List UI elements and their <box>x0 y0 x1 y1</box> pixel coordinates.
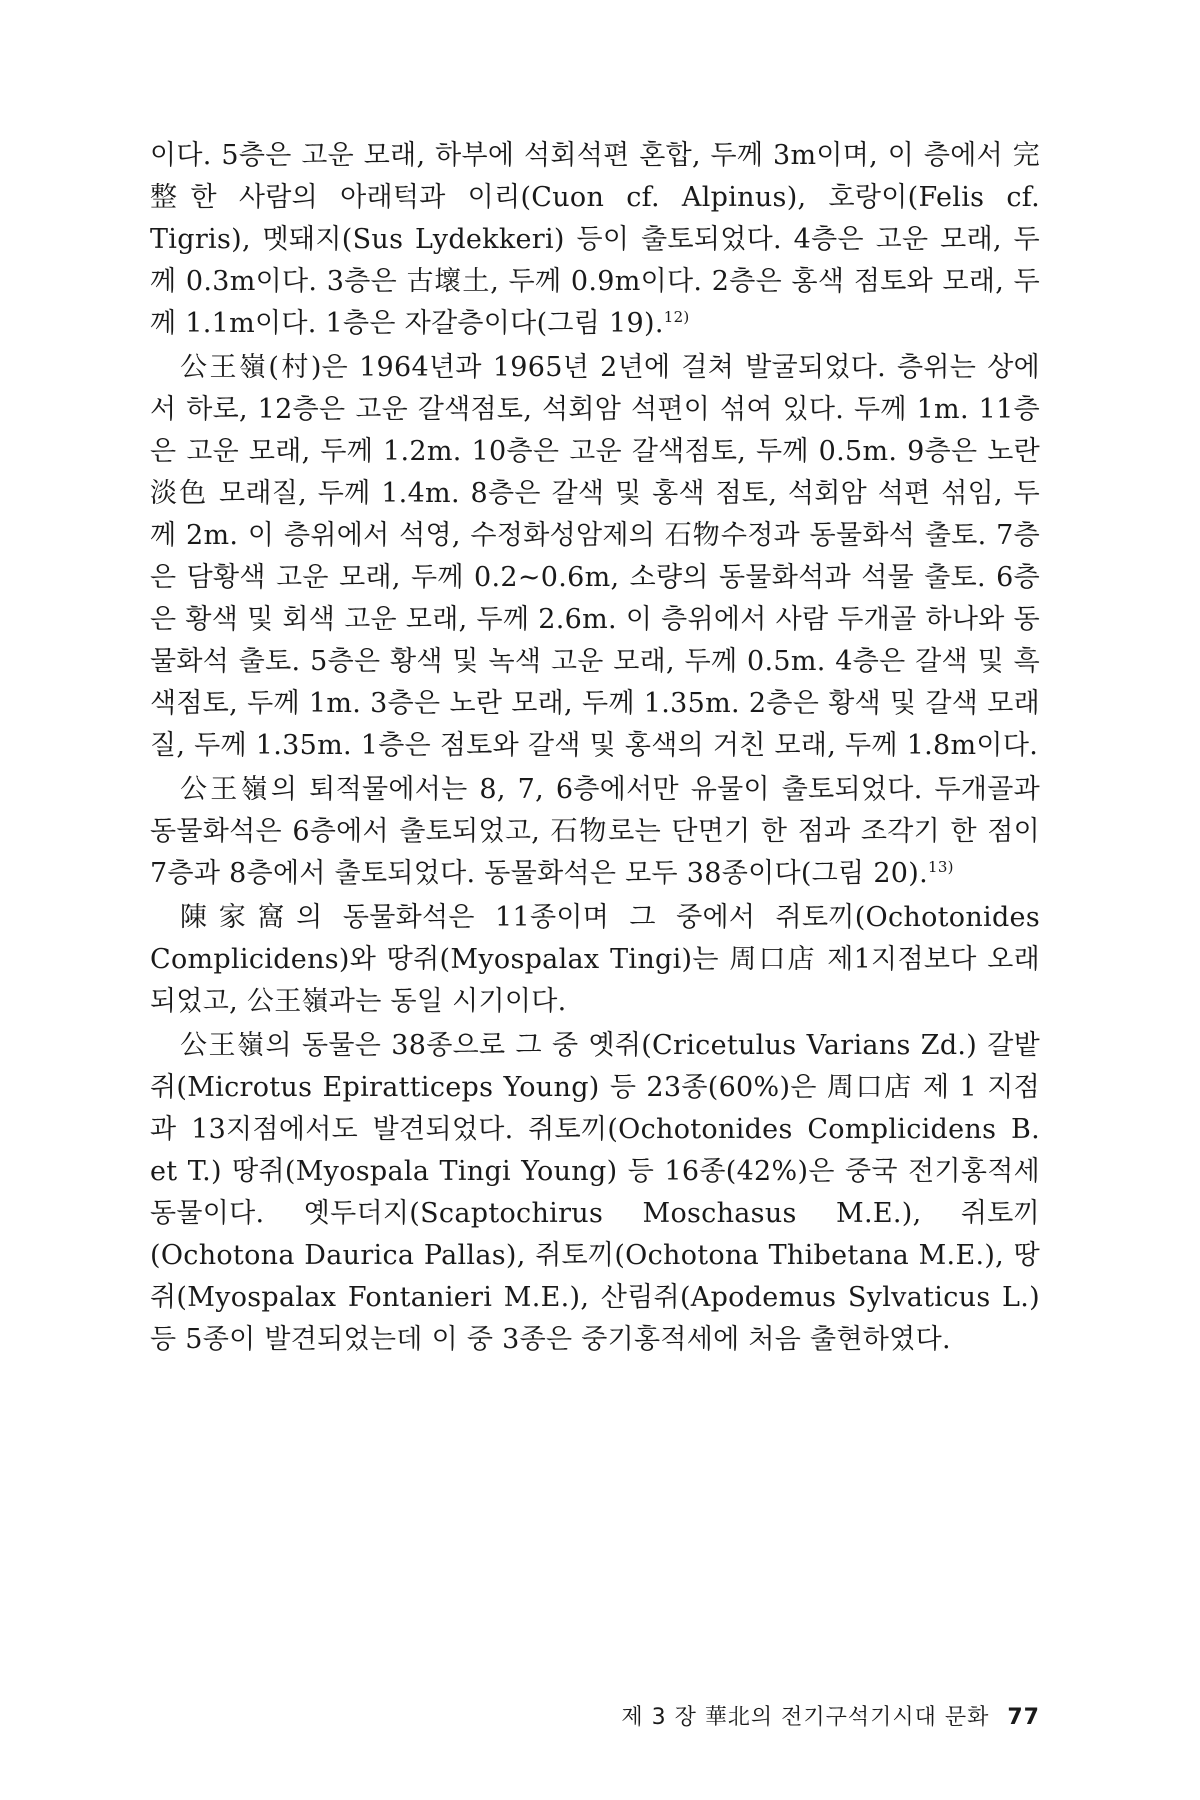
paragraph-text: 公王嶺(村)은 1964년과 1965년 2년에 걸쳐 발굴되었다. 층위는 상에서 하로, 12층은 고운 갈색점토, 석회암 석편이 섞여 있다. 두께 1m. 11층은 고운 모래, 두께 1.2m. 10층은 고운 갈색점토, 두께 0.5m. 9층은 노란 淡色 모래질, 두께 1.4m. 8층은 갈색 및 홍색 점토, 석회암 석편 섞임, 두께 2m. 이 층위에서 석영, 수정화성암제의 石物수정과 동물화석 출토. 7층은 담황색 고운 모래, 두께 0.2~0.6m, 소량의 동물화석과 석물 출토. 6층은 황색 및 회색 고운 모래, 두께 2.6m. 이 층위에서 사람 두개골 하나와 동물화석 출토. 5층은 황색 및 녹색 고운 모래, 두께 0.5m. 4층은 갈색 및 흑색점토, 두께 1m. 3층은 노란 모래, 두께 1.35m. 2층은 황색 및 갈색 모래질, 두께 1.35m. 1층은 점토와 갈색 및 홍색의 거친 모래, 두께 1.8m이다. <box>150 352 1040 761</box>
footnote-ref: 13) <box>928 858 954 876</box>
paragraph-text: 公王嶺의 동물은 38종으로 그 중 옛쥐(Cricetulus Varians Zd.) 갈밭쥐(Microtus Epiratticeps Young) 등 23종(60%)은 周口店 제 1 지점과 13지점에서도 발견되었다. 쥐토끼(Ochotonides Complicidens B. et T.) 땅쥐(Myospala Tingi Young) 등 16종(42%)은 중국 전기홍적세 동물이다. 옛두더지(Scaptochirus Moschasus M.E.), 쥐토끼(Ochotona Daurica Pallas), 쥐토끼(Ochotona Thibetana M.E.), 땅쥐(Myospalax Fontanieri M.E.), 산림쥐(Apodemus Sylvaticus L.) 등 5종이 발견되었는데 이 중 3종은 중기홍적세에 처음 출현하였다. <box>150 1030 1040 1355</box>
paragraph-4 <box>150 897 1040 1023</box>
paragraph-text: 公王嶺의 퇴적물에서는 8, 7, 6층에서만 유물이 출토되었다. 두개골과 동물화석은 6층에서 출토되었고, 石物로는 단면기 한 점과 조각기 한 점이 7층과 8층에서 출토되었다. 동물화석은 모두 38종이다(그림 20). <box>150 774 1040 889</box>
page-footer <box>530 1700 1040 1731</box>
body-text <box>150 135 1040 1361</box>
paragraph-2 <box>150 347 1040 767</box>
paragraph-text: 陳家窩의 동물화석은 11종이며 그 중에서 쥐토끼(Ochotonides Complicidens)와 땅쥐(Myospalax Tingi)는 周口店 제1지점보다 오래되었고, 公王嶺과는 동일 시기이다. <box>150 902 1040 1017</box>
paragraph-text: 이다. 5층은 고운 모래, 하부에 석회석편 혼합, 두께 3m이며, 이 층에서 完整한 사람의 아래턱과 이리(Cuon cf. Alpinus), 호랑이(Felis cf. Tigris), 멧돼지(Sus Lydekkeri) 등이 출토되었다. 4층은 고운 모래, 두께 0.3m이다. 3층은 古壞土, 두께 0.9m이다. 2층은 홍색 점토와 모래, 두께 1.1m이다. 1층은 자갈층이다(그림 19). <box>150 140 1040 339</box>
paragraph-5 <box>150 1025 1040 1361</box>
page-number: 77 <box>1007 1705 1040 1730</box>
running-head: 제 3 장 華北의 전기구석기시대 문화 <box>621 1705 990 1730</box>
paragraph-3 <box>150 769 1040 895</box>
footnote-ref: 12) <box>663 308 690 326</box>
paragraph-1 <box>150 135 1040 345</box>
